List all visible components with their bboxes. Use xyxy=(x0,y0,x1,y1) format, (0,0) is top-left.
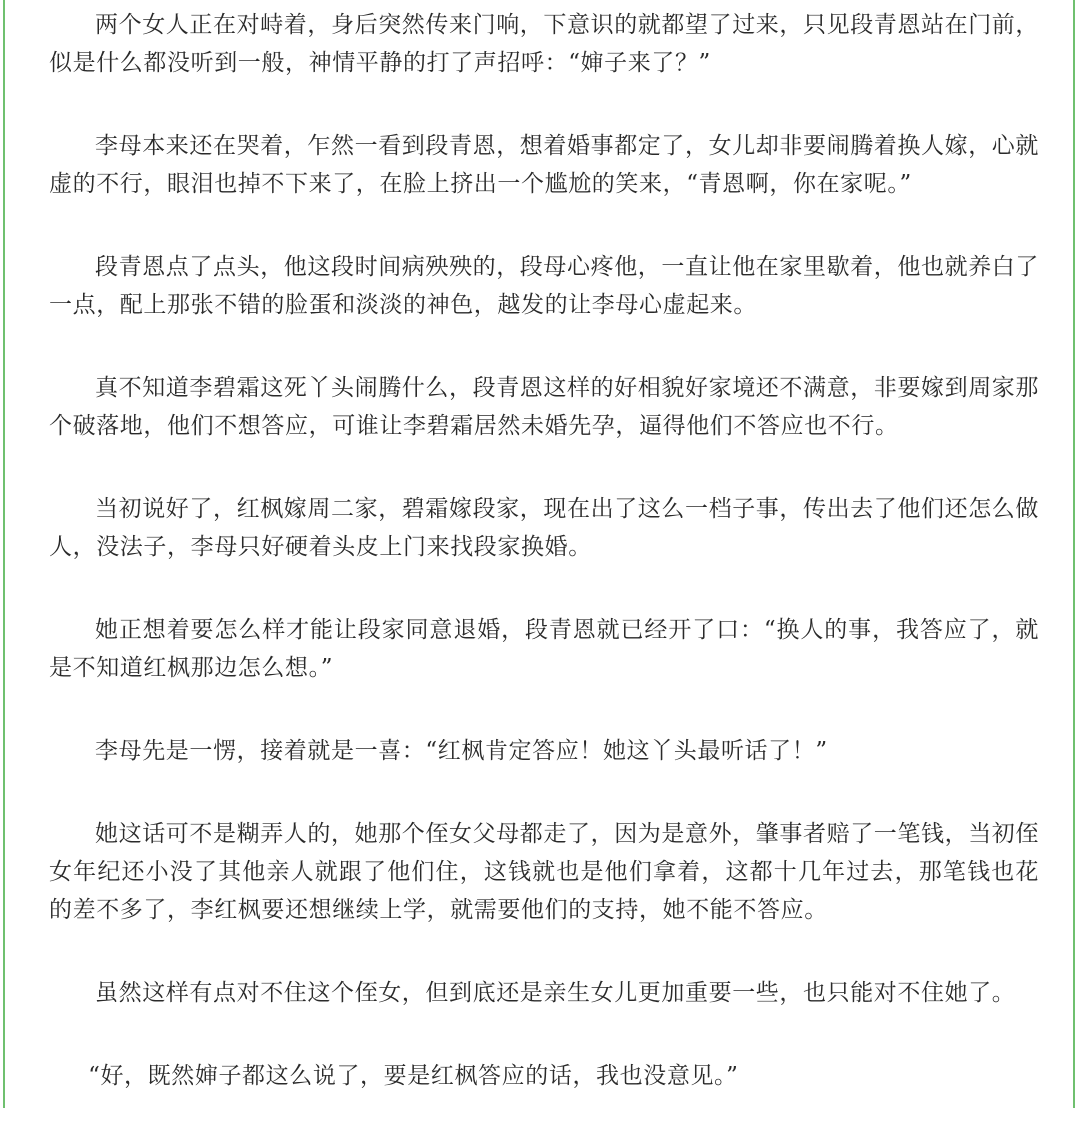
article-body xyxy=(49,6,1039,1140)
paragraph-5: 当初说好了，红枫嫁周二家，碧霜嫁段家，现在出了这么一档子事，传出去了他们还怎么做人，没法子，李母只好硬着头皮上门来找段家换婚。 xyxy=(49,496,1039,560)
paragraph-1: 两个女人正在对峙着，身后突然传来门响，下意识的就都望了过来，只见段青恩站在门前，似是什么都没听到一般，神情平静的打了声招呼：“婶子来了？” xyxy=(49,12,1039,76)
paragraph-3: 段青恩点了点头，他这段时间病殃殃的，段母心疼他，一直让他在家里歇着，他也就养白了一点，配上那张不错的脸蛋和淡淡的神色，越发的让李母心虚起来。 xyxy=(49,254,1039,318)
paragraph-4: 真不知道李碧霜这死丫头闹腾什么，段青恩这样的好相貌好家境还不满意，非要嫁到周家那个破落地，他们不想答应，可谁让李碧霜居然未婚先孕，逼得他们不答应也不行。 xyxy=(49,375,1039,439)
paragraph-9: 虽然这样有点对不住这个侄女，但到底还是亲生女儿更加重要一些，也只能对不住她了。 xyxy=(95,980,1016,1006)
article-frame xyxy=(3,0,1075,1108)
paragraph-10: “好，既然婶子都这么说了，要是红枫答应的话，我也没意见。” xyxy=(88,1063,739,1089)
paragraph-8: 她这话可不是糊弄人的，她那个侄女父母都走了，因为是意外，肇事者赔了一笔钱，当初侄女年纪还小没了其他亲人就跟了他们住，这钱就也是他们拿着，这都十几年过去，那笔钱也花的差不多了，李红枫要还想继续上学，就需要他们的支持，她不能不答应。 xyxy=(49,821,1039,923)
paragraph-6: 她正想着要怎么样才能让段家同意退婚，段青恩就已经开了口：“换人的事，我答应了，就是不知道红枫那边怎么想。” xyxy=(49,617,1039,681)
paragraph-2: 李母本来还在哭着，乍然一看到段青恩，想着婚事都定了，女儿却非要闹腾着换人嫁，心就虚的不行，眼泪也掉不下来了，在脸上挤出一个尴尬的笑来，“青恩啊，你在家呢。” xyxy=(49,133,1039,197)
paragraph-7: 李母先是一愣，接着就是一喜：“红枫肯定答应！她这丫头最听话了！” xyxy=(95,738,828,764)
